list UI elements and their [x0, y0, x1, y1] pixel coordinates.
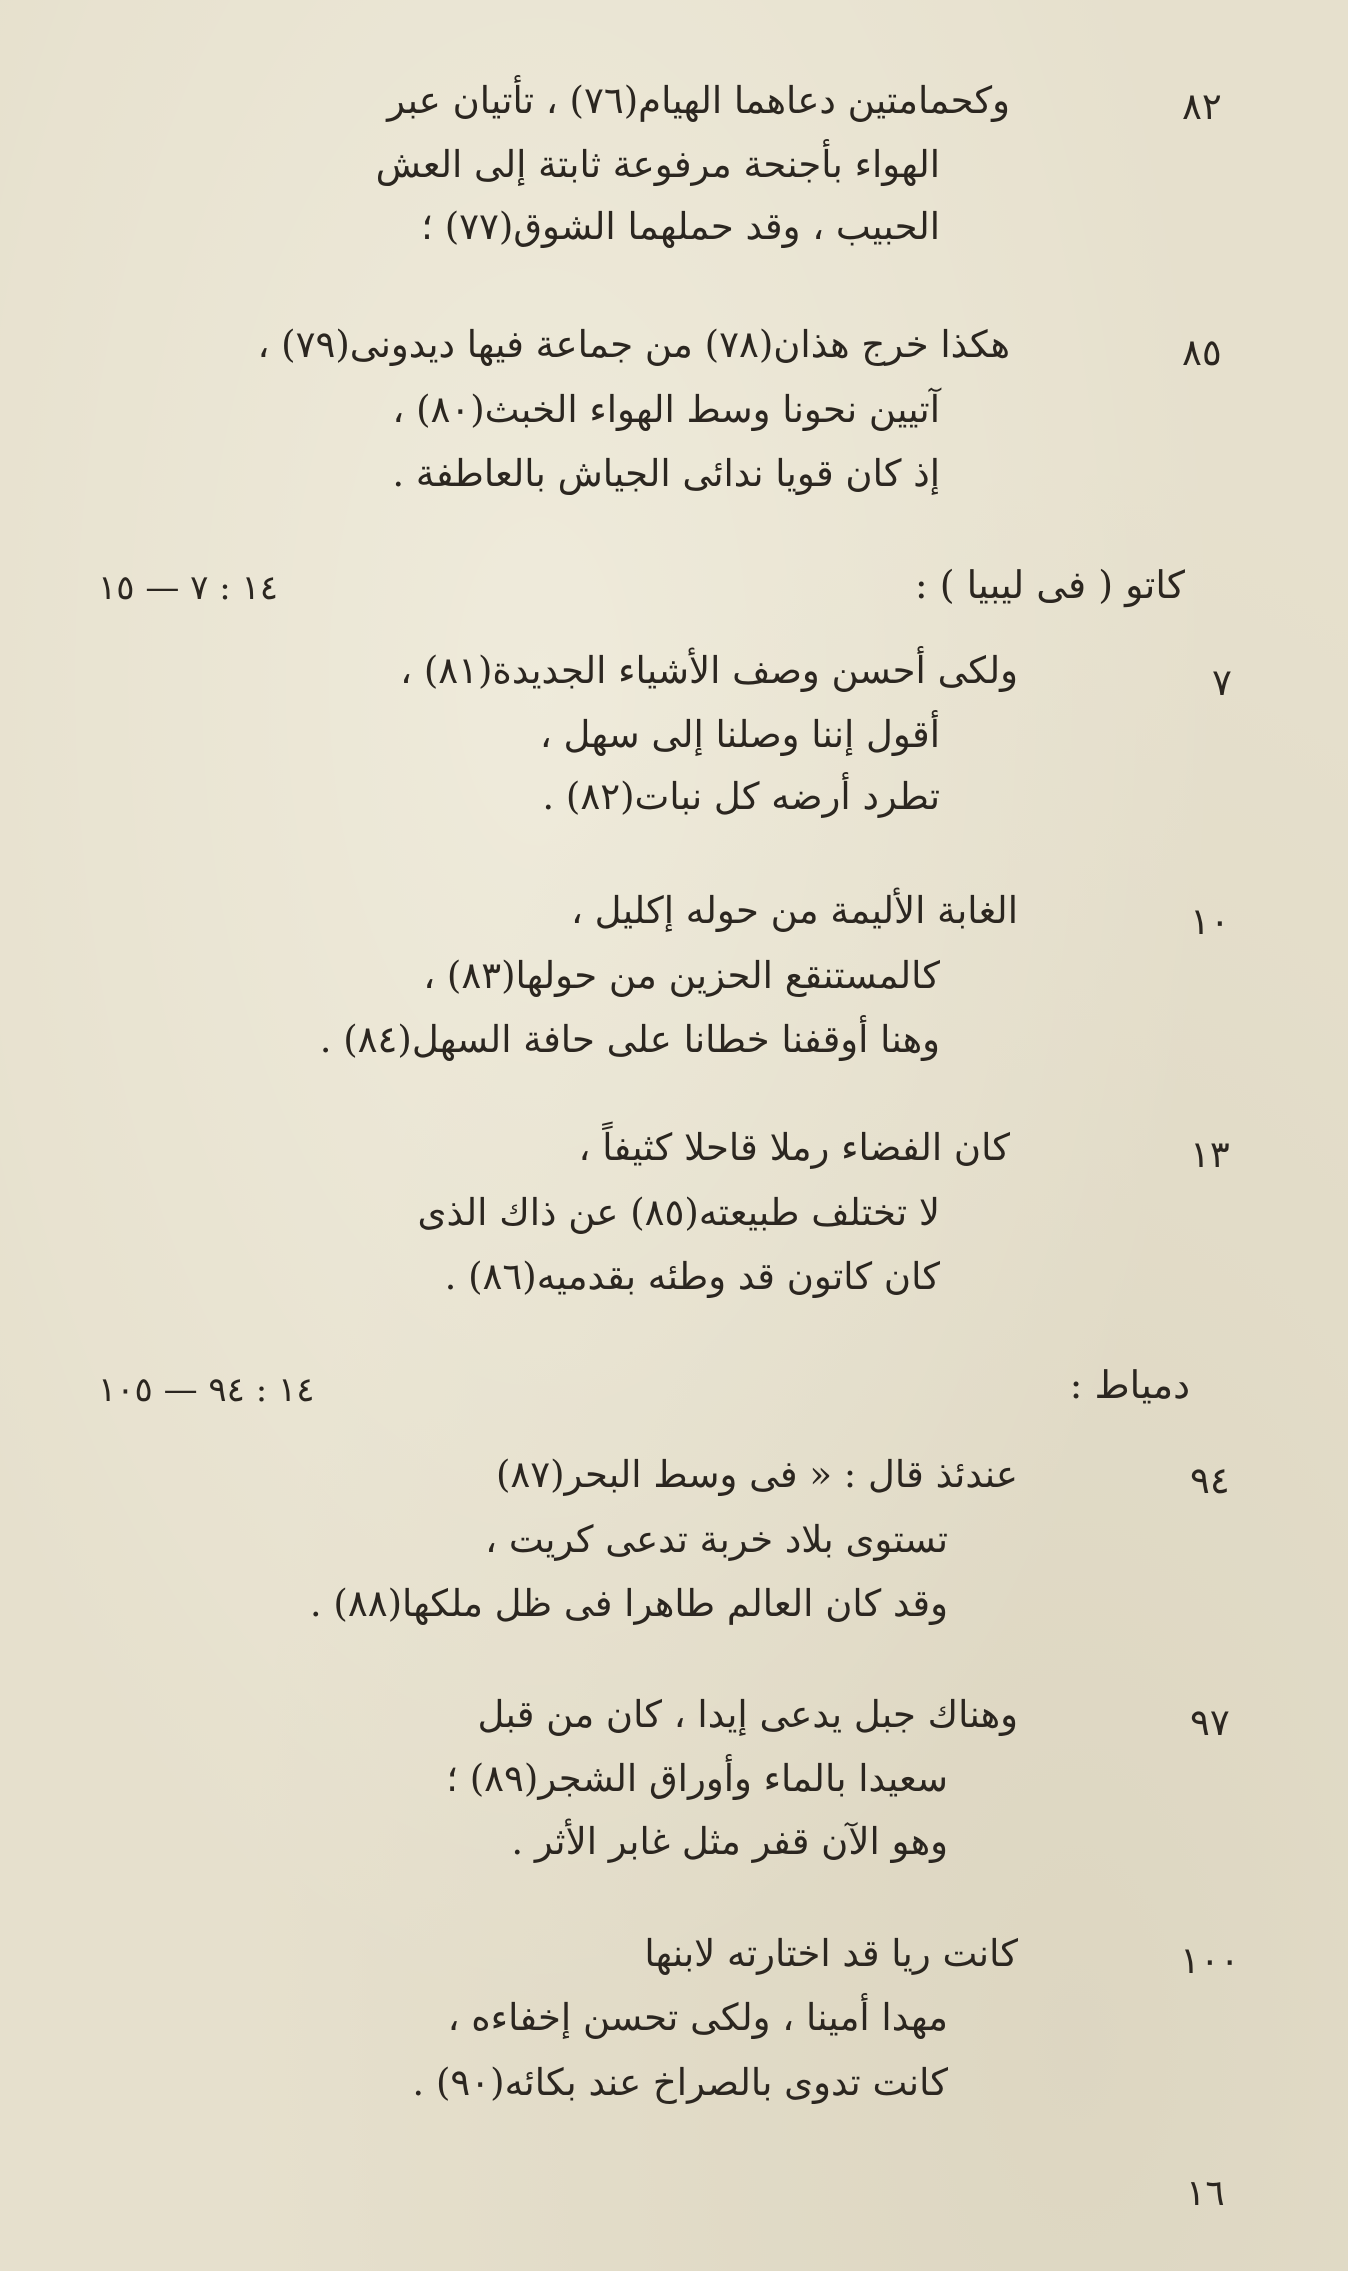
- verse-line: إذ كان قويا ندائى الجياش بالعاطفة .: [392, 452, 940, 495]
- verse-line: وكحمامتين دعاهما الهيام(٧٦) ، تأتيان عبر: [387, 79, 1010, 122]
- verse-line: كالمستنقع الحزين من حولها(٨٣) ،: [423, 954, 940, 997]
- section-title: كاتو ( فى ليبيا ) :: [914, 563, 1185, 607]
- verse-line: كان الفضاء رملا قاحلا كثيفاً ،: [578, 1126, 1010, 1169]
- verse-number: ٨٢: [1182, 85, 1222, 128]
- section-reference: ١٤ : ٩٤ — ١٠٥: [98, 1370, 315, 1410]
- verse-line: الهواء بأجنحة مرفوعة ثابتة إلى العش: [375, 143, 940, 186]
- section-title: دمياط :: [1069, 1363, 1190, 1407]
- verse-line: كانت تدوى بالصراخ عند بكائه(٩٠) .: [412, 2061, 948, 2104]
- verse-number: ٩٧: [1190, 1701, 1230, 1744]
- verse-line: مهدا أمينا ، ولكى تحسن إخفاءه ،: [447, 1996, 948, 2039]
- verse-line: وهناك جبل يدعى إيدا ، كان من قبل: [477, 1693, 1018, 1736]
- verse-line: آتيين نحونا وسط الهواء الخبث(٨٠) ،: [392, 388, 940, 431]
- page-number: ١٦: [1186, 2173, 1225, 2214]
- verse-number: ١٣: [1190, 1133, 1230, 1176]
- verse-line: أقول إننا وصلنا إلى سهل ،: [539, 713, 940, 756]
- verse-line: تطرد أرضه كل نبات(٨٢) .: [542, 775, 940, 818]
- verse-line: لا تختلف طبيعته(٨٥) عن ذاك الذى: [417, 1191, 940, 1234]
- verse-line: وهنا أوقفنا خطانا على حافة السهل(٨٤) .: [319, 1018, 940, 1061]
- verse-number: ٨٥: [1182, 331, 1222, 374]
- verse-number: ٩٤: [1190, 1459, 1230, 1502]
- verse-line: هكذا خرج هذان(٧٨) من جماعة فيها ديدونى(٧٩) ،: [257, 323, 1010, 366]
- section-reference: ١٤ : ٧ — ١٥: [98, 568, 279, 608]
- verse-number: ١٠٠: [1180, 1939, 1240, 1982]
- verse-line: وقد كان العالم طاهرا فى ظل ملكها(٨٨) .: [309, 1582, 948, 1625]
- verse-line: وهو الآن قفر مثل غابر الأثر .: [511, 1820, 948, 1863]
- verse-line: تستوى بلاد خربة تدعى كريت ،: [485, 1518, 948, 1561]
- verse-line: الغابة الأليمة من حوله إكليل ،: [570, 889, 1018, 932]
- verse-line: عندئذ قال : « فى وسط البحر(٨٧): [495, 1453, 1018, 1496]
- verse-number: ١٠: [1190, 900, 1230, 943]
- verse-number: ٧: [1212, 661, 1232, 704]
- verse-line: الحبيب ، وقد حملهما الشوق(٧٧) ؛: [421, 205, 940, 248]
- verse-line: سعيدا بالماء وأوراق الشجر(٨٩) ؛: [446, 1757, 948, 1800]
- verse-line: ولكى أحسن وصف الأشياء الجديدة(٨١) ،: [400, 649, 1018, 692]
- verse-line: كانت ريا قد اختارته لابنها: [644, 1932, 1018, 1975]
- verse-line: كان كاتون قد وطئه بقدميه(٨٦) .: [444, 1255, 940, 1298]
